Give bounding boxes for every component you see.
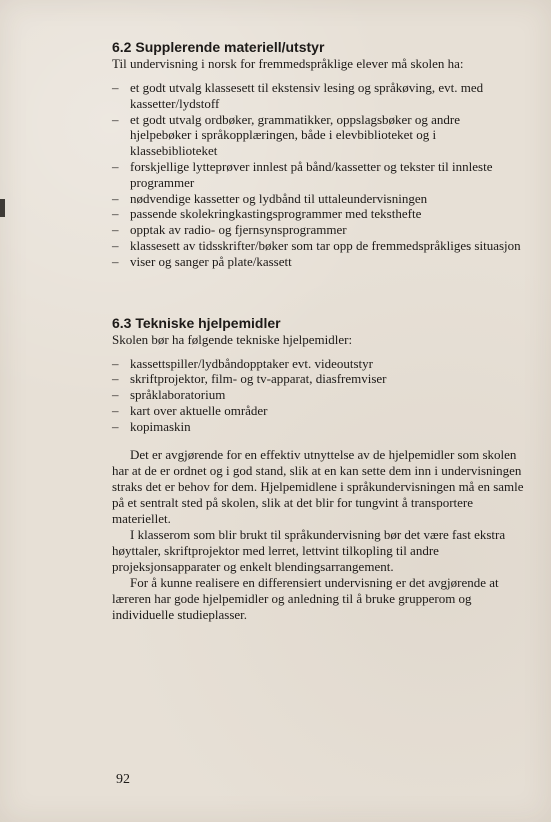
list-item: – kassettspiller/lydbåndopptaker evt. videoutstyr bbox=[112, 356, 524, 372]
technical-aids-list bbox=[112, 356, 524, 435]
body-paragraph: I klasserom som blir brukt til språkundervisning bør det være fast ekstra høyttaler, skriftprojektor med lerret, lettvint tilkopling til andre projeksjonsapparater og enkelt blendingsarrangement. bbox=[112, 526, 506, 574]
binding-mark bbox=[0, 199, 5, 217]
page-content bbox=[112, 38, 524, 623]
section-title-6-3: 6.3 Tekniske hjelpemidler bbox=[112, 314, 281, 331]
list-item: – språklaboratorium bbox=[112, 387, 524, 403]
section-6-2 bbox=[112, 38, 524, 270]
list-item: – et godt utvalg klassesett til ekstensiv lesing og språkøving, evt. med kassetter/lydstoff bbox=[112, 80, 524, 112]
list-item: – nødvendige kassetter og lydbånd til uttaleundervisningen bbox=[112, 191, 524, 207]
page-number: 92 bbox=[116, 772, 130, 787]
section-title-6-2: 6.2 Supplerende materiell/utstyr bbox=[112, 39, 325, 55]
list-item: – et godt utvalg ordbøker, grammatikker, oppslagsbøker og andre hjelpebøker i språkopplæringen, både i elevbiblioteket og i klassebiblioteket bbox=[112, 112, 524, 159]
list-item: – kopimaskin bbox=[112, 419, 524, 435]
list-item: – kart over aktuelle områder bbox=[112, 403, 524, 419]
list-item: – passende skolekringkastingsprogrammer med teksthefte bbox=[112, 206, 524, 222]
body-paragraph: Det er avgjørende for en effektiv utnyttelse av de hjelpemidler som skolen har at de er ordnet og i god stand, slik at en kan sette dem inn i undervisningen straks det er behov for dem. Hjelpemidlene i språkundervisningen må en samle på et sentralt sted på skolen, slik at det blir for tungvint å transportere materiellet. bbox=[112, 446, 524, 526]
equipment-list bbox=[112, 80, 524, 270]
spacer bbox=[112, 435, 524, 447]
body-paragraph: For å kunne realisere en differensiert undervisning er det avgjørende at læreren har gode hjelpemidler og anledning til å bruke grupperom og individuelle studieplasser. bbox=[112, 574, 499, 622]
list-item: – klassesett av tidsskrifter/bøker som tar opp de fremmedspråkliges situasjon bbox=[112, 238, 524, 254]
section-intro-6-2: Til undervisning i norsk for fremmedspråklige elever må skolen ha: bbox=[112, 56, 464, 71]
list-item: – skriftprojektor, film- og tv-apparat, diasfremviser bbox=[112, 371, 524, 387]
section-6-3 bbox=[112, 314, 524, 623]
list-item: – forskjellige lytteprøver innlest på bånd/kassetter og tekster til innleste programmer bbox=[112, 159, 524, 191]
list-item: – opptak av radio- og fjernsynsprogrammer bbox=[112, 222, 524, 238]
list-item: – viser og sanger på plate/kassett bbox=[112, 254, 524, 270]
section-intro-6-3: Skolen bør ha følgende tekniske hjelpemidler: bbox=[112, 331, 353, 347]
